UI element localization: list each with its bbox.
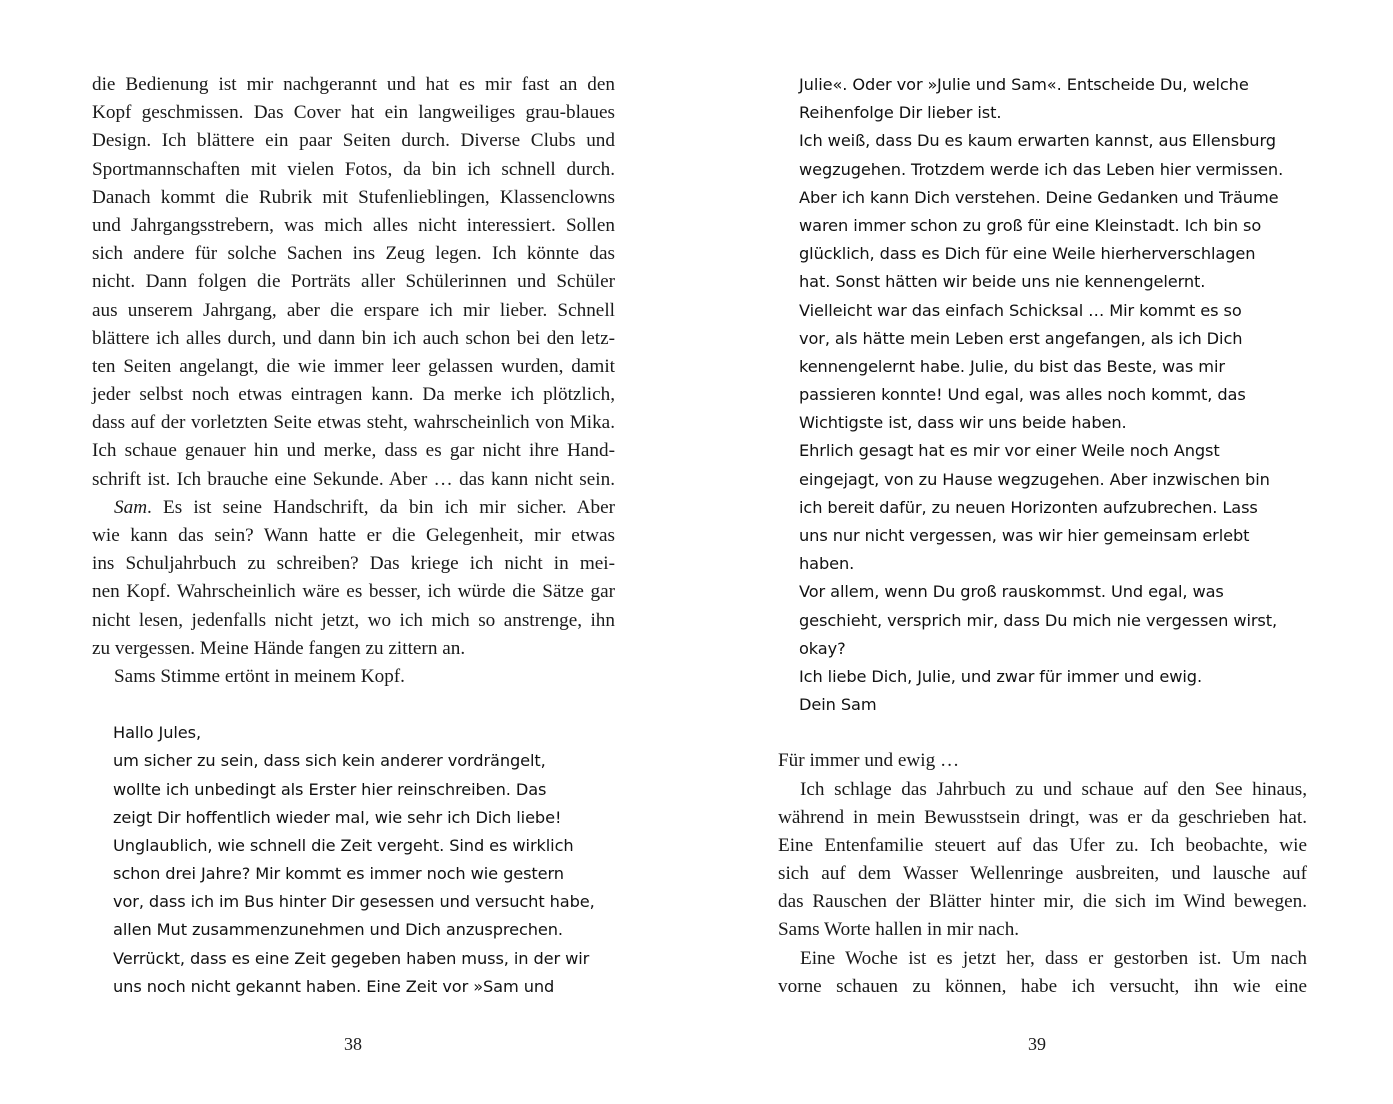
letter-line: uns noch nicht gekannt haben. Eine Zeit vor »Sam und [113, 976, 555, 996]
prose-line: Sams Worte hallen in mir nach. [778, 919, 1020, 941]
handwritten-letter [778, 71, 1307, 719]
letter-line: Ehrlich gesagt hat es mir vor einer Weile noch Angst [799, 441, 1220, 461]
prose-line: schrift ist. Ich brauche eine Sekunde. Aber … das kann nicht sein. [92, 468, 615, 490]
right-page [696, 0, 1393, 1104]
letter-signature: Dein Sam [799, 695, 877, 715]
prose-line: ten Seiten angelangt, die wie immer leer gelassen wurden, damit [92, 355, 615, 377]
prose-line: das Rauschen der Blätter hinter mir, die sich im Wind bewegen. [778, 891, 1307, 913]
right-page-prose-block [778, 747, 1307, 1001]
prose-line: zu vergessen. Meine Hände fangen zu zittern an. [92, 637, 466, 659]
letter-line: schon drei Jahre? Mir kommt es immer noch wie gestern [113, 864, 564, 884]
prose-line: ins Schuljahrbuch zu schreiben? Das kriege ich nicht in mei- [92, 553, 615, 575]
letter-line: haben. [799, 554, 855, 574]
prose-line: während in mein Bewusstsein dringt, was er da geschrieben hat. [778, 806, 1307, 828]
letter-line: Wichtigste ist, dass wir uns beide haben. [799, 413, 1127, 433]
letter-line: um sicher zu sein, dass sich kein anderer vordrängelt, [113, 751, 546, 771]
letter-line: Hallo Jules, [113, 723, 202, 743]
letter-line: waren immer schon zu groß für eine Kleinstadt. Ich bin so [799, 215, 1262, 235]
letter-line: allen Mut zusammenzunehmen und Dich anzusprechen. [113, 920, 563, 940]
left-page-text-column [92, 71, 615, 1001]
prose-line: vorne schauen zu können, habe ich versucht, ihn wie eine [778, 975, 1307, 997]
letter-line: hat. Sonst hätten wir beide uns nie kennengelernt. [799, 272, 1206, 292]
prose-line-with-italic [92, 494, 615, 522]
page-number: 39 [1028, 1034, 1046, 1054]
letter-line: wegzugehen. Trotzdem werde ich das Leben hier vermissen. [799, 159, 1284, 179]
prose-line: Sams Stimme ertönt in meinem Kopf. [114, 665, 405, 687]
prose-line: aus unserem Jahrgang, aber die erspare ich mir lieber. Schnell [92, 299, 615, 321]
prose-line: Sportmannschaften mit vielen Fotos, da bin ich schnell durch. [92, 158, 615, 180]
handwritten-letter [92, 719, 615, 1001]
prose-line: Ich schlage das Jahrbuch zu und schaue auf den See hinaus, [800, 778, 1307, 800]
letter-line: vor, dass ich im Bus hinter Dir gesessen und versucht habe, [113, 892, 595, 912]
prose-line: sich auf dem Wasser Wellenringe ausbreiten, und lausche auf [778, 863, 1307, 885]
page-number: 38 [344, 1034, 362, 1054]
letter-line: okay? [799, 638, 846, 658]
letter-line: passieren konnte! Und egal, was alles noch kommt, das [799, 385, 1246, 405]
prose-line: blättere ich alles durch, und dann bin ich auch schon bei den letz- [92, 327, 615, 349]
letter-line: Vielleicht war das einfach Schicksal … Mir kommt es so [799, 300, 1242, 320]
prose-line: wie kann das sein? Wann hatte er die Gelegenheit, mir etwas [92, 525, 615, 546]
letter-line: uns nur nicht vergessen, was wir hier gemeinsam erlebt [799, 526, 1250, 545]
letter-line: glücklich, dass es Dich für eine Weile hierherverschlagen [799, 244, 1256, 264]
prose-line: Für immer und ewig … [778, 750, 960, 772]
letter-line: Reihenfolge Dir lieber ist. [799, 103, 1002, 123]
prose-line: Kopf geschmissen. Das Cover hat ein langweiliges grau-blaues [92, 102, 615, 124]
letter-line: kennengelernt habe. Julie, du bist das Beste, was mir [799, 356, 1225, 376]
prose-line: nicht. Dann folgen die Porträts aller Schülerinnen und Schüler [92, 271, 615, 293]
prose-line: dass auf der vorletzten Seite etwas steht, wahrscheinlich von Mika. [92, 412, 615, 434]
letter-line: Ich liebe Dich, Julie, und zwar für immer und ewig. [799, 666, 1203, 686]
letter-line: Vor allem, wenn Du groß rauskommst. Und egal, was [799, 582, 1224, 602]
prose-line: Ich schaue genauer hin und merke, dass es gar nicht ihre Hand- [92, 440, 615, 462]
letter-line: eingejagt, von zu Hause wegzugehen. Aber inzwischen bin [799, 469, 1270, 489]
prose-line: Eine Woche ist es jetzt her, dass er gestorben ist. Um nach [800, 947, 1307, 969]
letter-line: Ich weiß, dass Du es kaum erwarten kannst, aus Ellensburg [799, 131, 1276, 151]
prose-fragment: . Es ist seine Handschrift, da bin ich mir sicher. Aber [147, 496, 615, 518]
spacer [778, 719, 1307, 747]
prose-line: und Jahrgangsstrebern, was mich alles nicht interessiert. Sollen [92, 214, 615, 236]
letter-line: Aber ich kann Dich verstehen. Deine Gedanken und Träume [799, 187, 1279, 207]
prose-line: sich andere für solche Sachen ins Zeug legen. Ich könnte das [92, 243, 615, 265]
letter-line: zeigt Dir hoffentlich wieder mal, wie sehr ich Dich liebe! [113, 807, 562, 827]
right-page-text-column [778, 71, 1307, 1001]
letter-line: Unglaublich, wie schnell die Zeit vergeht. Sind es wirklich [113, 835, 574, 855]
letter-line: wollte ich unbedingt als Erster hier reinschreiben. Das [113, 779, 547, 799]
letter-line: ich bereit dafür, zu neuen Horizonten aufzubrechen. Lass [799, 497, 1258, 517]
left-page [0, 0, 696, 1104]
left-page-prose-block [92, 71, 615, 691]
prose-line: Danach kommt die Rubrik mit Stufenlieblingen, Klassenclowns [92, 186, 615, 208]
letter-line: geschieht, versprich mir, dass Du mich nie vergessen wirst, [799, 610, 1278, 630]
italic-name: Sam [114, 496, 148, 518]
letter-line: Julie«. Oder vor »Julie und Sam«. Entscheide Du, welche [799, 75, 1249, 94]
prose-line: nicht lesen, jedenfalls nicht jetzt, wo ich mich so anstrenge, ihn [92, 609, 615, 631]
prose-line: nen Kopf. Wahrscheinlich wäre es besser, ich würde die Sätze gar [92, 581, 615, 603]
prose-line: Eine Entenfamilie steuert auf das Ufer zu. Ich beobachte, wie [778, 834, 1307, 856]
letter-line: vor, als hätte mein Leben erst angefangen, als ich Dich [799, 328, 1243, 348]
prose-line: jeder selbst noch etwas eintragen kann. Da merke ich plötzlich, [92, 384, 615, 406]
spacer [92, 691, 615, 719]
prose-line: Design. Ich blättere ein paar Seiten durch. Diverse Clubs und [92, 130, 615, 152]
prose-line: die Bedienung ist mir nachgerannt und hat es mir fast an den [92, 74, 615, 95]
letter-line: Verrückt, dass es eine Zeit gegeben haben muss, in der wir [113, 948, 590, 968]
